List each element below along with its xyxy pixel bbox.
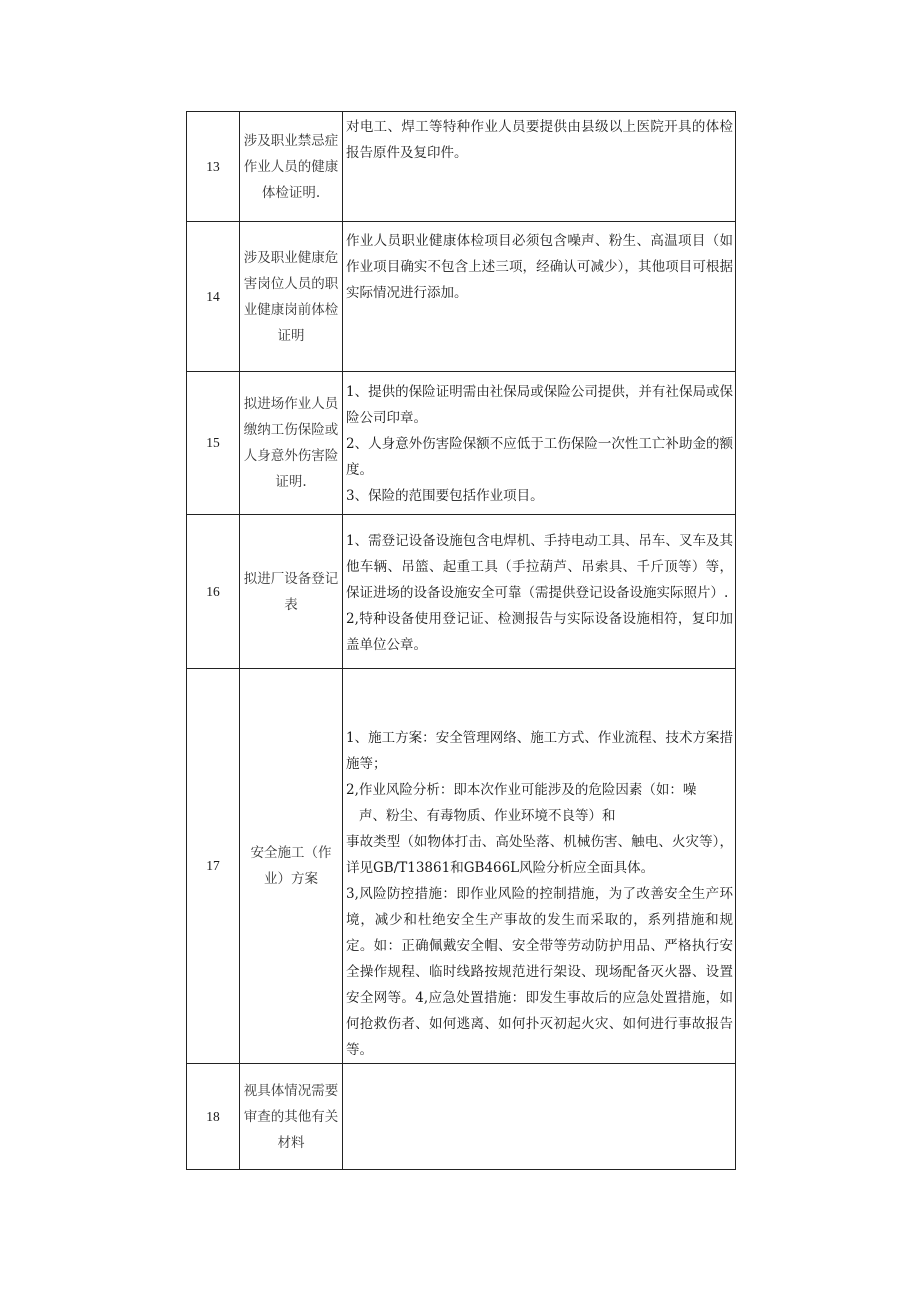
table-row <box>187 112 736 222</box>
requirements-table <box>186 111 736 1170</box>
row-number: 15 <box>187 372 240 515</box>
requirement-line: 事故类型（如物体打击、高处坠落、机械伤害、触电、火灾等），详见GB/T13861和GB466L风险分析应全面具体。 <box>346 834 733 876</box>
item-name: 涉及职业健康危害岗位人员的职业健康岗前体检证明 <box>240 222 343 372</box>
item-requirement <box>343 222 736 372</box>
table-row <box>187 372 736 515</box>
requirement-line: 1、需登记设备设施包含电焊机、手持电动工具、吊车、叉车及其他车辆、吊篮、起重工具（手拉葫芦、吊索具、千斤顶等）等，保证进场的设备设施安全可靠（需提供登记设备设施实际照片）. <box>346 532 733 601</box>
requirement-line: 对电工、焊工等特种作业人员要提供由县级以上医院开具的体检报告原件及复印件。 <box>346 119 733 161</box>
row-number: 16 <box>187 515 240 669</box>
requirement-line: 2、人身意外伤害险保额不应低于工伤保险一次性工亡补助金的额度。 <box>346 436 733 478</box>
table-row <box>187 222 736 372</box>
item-name: 涉及职业禁忌症作业人员的健康体检证明. <box>240 112 343 222</box>
requirement-line: 3,风险防控措施：即作业风险的控制措施，为了改善安全生产环境，减少和杜绝安全生产事故的发生而采取的，系列措施和规定。如：正确佩戴安全帽、安全带等劳动防护用品、严格执行安全操作规程、临时线路按规范进行架设、现场配备灭火器、设置安全网等。4,应急处置措施：即发生事故后的应急处置措施，如何抢救伤者、如何逃离、如何扑灭初起火灾、如何进行事故报告等。 <box>346 886 733 1058</box>
table-row <box>187 1064 736 1170</box>
requirement-line: 2,作业风险分析：即本次作业可能涉及的危险因素（如：噪 <box>346 782 697 798</box>
item-name: 拟进厂设备登记表 <box>240 515 343 669</box>
item-requirement <box>343 515 736 669</box>
item-name: 安全施工（作业）方案 <box>240 669 343 1064</box>
item-name: 拟进场作业人员缴纳工伤保险或人身意外伤害险证明. <box>240 372 343 515</box>
row-number: 17 <box>187 669 240 1064</box>
row-number: 14 <box>187 222 240 372</box>
table-row <box>187 669 736 1064</box>
item-requirement <box>343 112 736 222</box>
item-requirement <box>343 372 736 515</box>
requirement-line: 作业人员职业健康体检项目必须包含噪声、粉生、高温项目（如作业项目确实不包含上述三项，经确认可减少），其他项目可根据实际情况进行添加。 <box>346 233 733 301</box>
row-number: 13 <box>187 112 240 222</box>
table-row <box>187 515 736 669</box>
requirement-line: 1、施工方案：安全管理网络、施工方式、作业流程、技术方案措施等； <box>346 730 733 772</box>
row-number: 18 <box>187 1064 240 1170</box>
requirement-line: 2,特种设备使用登记证、检测报告与实际设备设施相符，复印加盖单位公章。 <box>346 610 733 653</box>
requirement-line: 声、粉尘、有毒物质、作业环境不良等）和 <box>359 808 616 824</box>
item-name: 视具体情况需要审查的其他有关材料 <box>240 1064 343 1170</box>
requirement-line: 1、提供的保险证明需由社保局或保险公司提供，并有社保局或保险公司印章。 <box>346 384 733 426</box>
item-requirement <box>343 1064 736 1170</box>
requirement-line: 3、保险的范围要包括作业项目。 <box>346 488 544 504</box>
item-requirement <box>343 669 736 1064</box>
